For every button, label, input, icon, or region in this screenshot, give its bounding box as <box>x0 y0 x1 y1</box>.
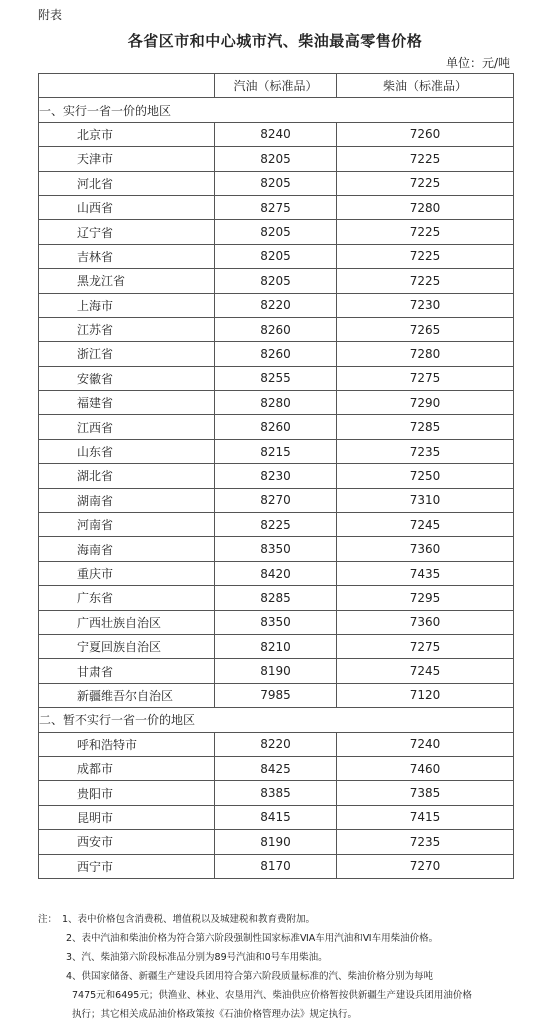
region-name: 上海市 <box>39 293 215 317</box>
gasoline-price: 8420 <box>215 561 337 585</box>
gasoline-price: 8225 <box>215 513 337 537</box>
gasoline-price: 8215 <box>215 439 337 463</box>
table-row <box>39 439 514 463</box>
note-line: 2、表中汽油和柴油价格为符合第六阶段强制性国家标准ⅥA车用汽油和Ⅵ车用柴油价格。 <box>66 933 439 944</box>
note-line: 4、供国家储备、新疆生产建设兵团用符合第六阶段质量标准的汽、柴油价格分别为每吨 <box>66 971 434 982</box>
region-name: 宁夏回族自治区 <box>39 634 215 658</box>
region-name: 浙江省 <box>39 342 215 366</box>
header-region <box>39 74 215 98</box>
table-row <box>39 391 514 415</box>
region-name: 辽宁省 <box>39 220 215 244</box>
table-row <box>39 171 514 195</box>
note-line: 3、汽、柴油第六阶段标准品分别为89号汽油和0号车用柴油。 <box>66 952 328 963</box>
diesel-price: 7250 <box>337 464 514 488</box>
gasoline-price: 8190 <box>215 830 337 854</box>
diesel-price: 7235 <box>337 830 514 854</box>
table-row <box>39 537 514 561</box>
table-row <box>39 244 514 268</box>
diesel-price: 7285 <box>337 415 514 439</box>
table-row <box>39 342 514 366</box>
gasoline-price: 8190 <box>215 659 337 683</box>
gasoline-price: 8205 <box>215 220 337 244</box>
diesel-price: 7230 <box>337 293 514 317</box>
diesel-price: 7280 <box>337 342 514 366</box>
diesel-price: 7240 <box>337 732 514 756</box>
gasoline-price: 8220 <box>215 293 337 317</box>
diesel-price: 7280 <box>337 195 514 219</box>
section-label: 一、实行一省一价的地区 <box>39 98 514 122</box>
region-name: 甘肃省 <box>39 659 215 683</box>
notes <box>38 910 518 1024</box>
table-row <box>39 464 514 488</box>
gasoline-price: 8205 <box>215 244 337 268</box>
gasoline-price: 8260 <box>215 317 337 341</box>
diesel-price: 7385 <box>337 781 514 805</box>
region-name: 河北省 <box>39 171 215 195</box>
diesel-price: 7120 <box>337 683 514 707</box>
note-line: 7475元和6495元；供渔业、林业、农垦用汽、柴油供应价格暂按供新疆生产建设兵团用油价格 <box>72 990 472 1001</box>
page-title: 各省区市和中心城市汽、柴油最高零售价格 <box>127 32 423 50</box>
gasoline-price: 8255 <box>215 366 337 390</box>
diesel-price: 7360 <box>337 610 514 634</box>
gasoline-price: 8230 <box>215 464 337 488</box>
table-header-row <box>39 74 514 98</box>
region-name: 西宁市 <box>39 854 215 878</box>
table-row <box>39 756 514 780</box>
table-row <box>39 366 514 390</box>
gasoline-price: 8220 <box>215 732 337 756</box>
region-name: 湖北省 <box>39 464 215 488</box>
table-row <box>39 634 514 658</box>
unit-label: 单位：元/吨 <box>445 56 510 70</box>
note-line: 执行；其它相关成品油价格政策按《石油价格管理办法》规定执行。 <box>72 1009 358 1020</box>
gasoline-price: 8205 <box>215 269 337 293</box>
region-name: 海南省 <box>39 537 215 561</box>
gasoline-price: 8270 <box>215 488 337 512</box>
table-row <box>39 147 514 171</box>
gasoline-price: 8205 <box>215 147 337 171</box>
table-row <box>39 683 514 707</box>
table-row <box>39 195 514 219</box>
diesel-price: 7270 <box>337 854 514 878</box>
gasoline-price: 8170 <box>215 854 337 878</box>
diesel-price: 7225 <box>337 220 514 244</box>
region-name: 安徽省 <box>39 366 215 390</box>
region-name: 吉林省 <box>39 244 215 268</box>
diesel-price: 7295 <box>337 586 514 610</box>
table-row <box>39 317 514 341</box>
diesel-price: 7460 <box>337 756 514 780</box>
price-table <box>38 73 514 879</box>
region-name: 江苏省 <box>39 317 215 341</box>
table-row <box>39 781 514 805</box>
region-name: 西安市 <box>39 830 215 854</box>
table-row <box>39 830 514 854</box>
gasoline-price: 8415 <box>215 805 337 829</box>
table-row <box>39 732 514 756</box>
diesel-price: 7360 <box>337 537 514 561</box>
table-row <box>39 854 514 878</box>
gasoline-price: 7985 <box>215 683 337 707</box>
diesel-price: 7225 <box>337 147 514 171</box>
table-row <box>39 513 514 537</box>
table-row <box>39 415 514 439</box>
section-label: 二、暂不实行一省一价的地区 <box>39 708 514 732</box>
region-name: 河南省 <box>39 513 215 537</box>
region-name: 北京市 <box>39 122 215 146</box>
region-name: 昆明市 <box>39 805 215 829</box>
region-name: 贵阳市 <box>39 781 215 805</box>
header-gasoline: 汽油（标准品） <box>215 74 337 98</box>
diesel-price: 7275 <box>337 366 514 390</box>
region-name: 天津市 <box>39 147 215 171</box>
diesel-price: 7435 <box>337 561 514 585</box>
gasoline-price: 8260 <box>215 342 337 366</box>
region-name: 重庆市 <box>39 561 215 585</box>
region-name: 山东省 <box>39 439 215 463</box>
diesel-price: 7260 <box>337 122 514 146</box>
diesel-price: 7235 <box>337 439 514 463</box>
notes-lead: 注： <box>38 914 58 925</box>
region-name: 福建省 <box>39 391 215 415</box>
table-row <box>39 805 514 829</box>
gasoline-price: 8425 <box>215 756 337 780</box>
diesel-price: 7245 <box>337 659 514 683</box>
gasoline-price: 8385 <box>215 781 337 805</box>
region-name: 江西省 <box>39 415 215 439</box>
region-name: 广西壮族自治区 <box>39 610 215 634</box>
gasoline-price: 8240 <box>215 122 337 146</box>
appendix-label: 附表 <box>38 8 63 22</box>
section-row <box>39 98 514 122</box>
diesel-price: 7275 <box>337 634 514 658</box>
table-row <box>39 220 514 244</box>
diesel-price: 7225 <box>337 244 514 268</box>
region-name: 呼和浩特市 <box>39 732 215 756</box>
region-name: 黑龙江省 <box>39 269 215 293</box>
table-row <box>39 561 514 585</box>
table-row <box>39 659 514 683</box>
diesel-price: 7290 <box>337 391 514 415</box>
table-row <box>39 269 514 293</box>
gasoline-price: 8205 <box>215 171 337 195</box>
section-row <box>39 708 514 732</box>
gasoline-price: 8280 <box>215 391 337 415</box>
note-line <box>38 910 518 929</box>
region-name: 山西省 <box>39 195 215 219</box>
table-row <box>39 610 514 634</box>
gasoline-price: 8275 <box>215 195 337 219</box>
diesel-price: 7225 <box>337 171 514 195</box>
gasoline-price: 8285 <box>215 586 337 610</box>
diesel-price: 7245 <box>337 513 514 537</box>
region-name: 广东省 <box>39 586 215 610</box>
diesel-price: 7265 <box>337 317 514 341</box>
header-diesel: 柴油（标准品） <box>337 74 514 98</box>
table-row <box>39 586 514 610</box>
diesel-price: 7225 <box>337 269 514 293</box>
region-name: 成都市 <box>39 756 215 780</box>
gasoline-price: 8350 <box>215 610 337 634</box>
gasoline-price: 8210 <box>215 634 337 658</box>
table-row <box>39 293 514 317</box>
diesel-price: 7415 <box>337 805 514 829</box>
region-name: 湖南省 <box>39 488 215 512</box>
gasoline-price: 8350 <box>215 537 337 561</box>
table-row <box>39 488 514 512</box>
table-row <box>39 122 514 146</box>
region-name: 新疆维吾尔自治区 <box>39 683 215 707</box>
gasoline-price: 8260 <box>215 415 337 439</box>
diesel-price: 7310 <box>337 488 514 512</box>
note-item: 1、表中价格包含消费税、增值税以及城建税和教育费附加。 <box>62 914 316 925</box>
